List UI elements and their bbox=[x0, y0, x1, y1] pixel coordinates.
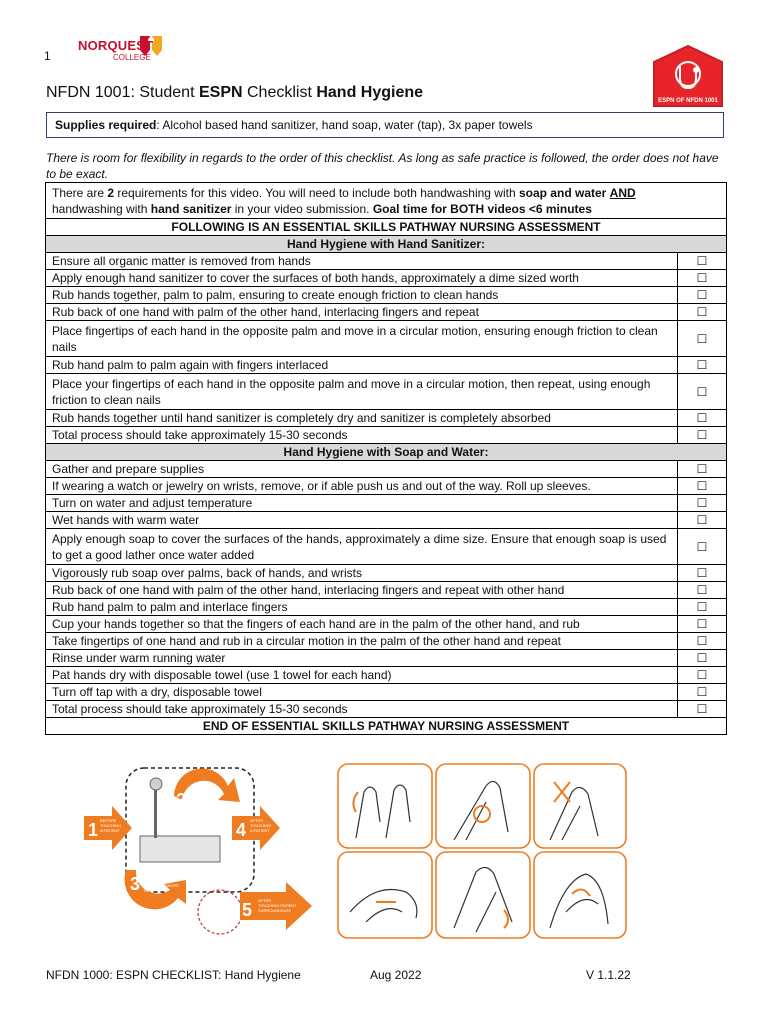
checklist-row bbox=[46, 599, 727, 616]
flexibility-note: There is room for flexibility in regards to the order of this checklist. As long as safe practice is followed, the order does not have to be exact. bbox=[46, 151, 719, 181]
checkbox[interactable]: ☐ bbox=[678, 667, 727, 684]
checklist-row bbox=[46, 667, 727, 684]
checklist-step-text: Rub hand palm to palm and interlace fingers bbox=[46, 599, 678, 616]
checkbox[interactable]: ☐ bbox=[678, 321, 727, 357]
checklist-step-text: Rub back of one hand with palm of the other hand, interlacing fingers and repeat with other hand bbox=[46, 582, 678, 599]
five-moments-diagram bbox=[82, 766, 316, 942]
logo-sub: COLLEGE bbox=[113, 53, 151, 62]
page-title: NFDN 1001: Student ESPN Checklist Hand Hygiene bbox=[46, 84, 424, 101]
checkbox[interactable]: ☐ bbox=[678, 478, 727, 495]
checklist-row bbox=[46, 461, 727, 478]
svg-text:RISK: RISK bbox=[144, 888, 154, 893]
checklist-step-text: Apply enough hand sanitizer to cover the surfaces of both hands, approximately a dime sized worth bbox=[46, 270, 678, 287]
checklist-row bbox=[46, 684, 727, 701]
checklist-row bbox=[46, 357, 727, 374]
checkbox[interactable]: ☐ bbox=[678, 495, 727, 512]
checkbox[interactable]: ☐ bbox=[678, 270, 727, 287]
checkbox[interactable]: ☐ bbox=[678, 701, 727, 718]
checkbox[interactable]: ☐ bbox=[678, 357, 727, 374]
checkbox[interactable]: ☐ bbox=[678, 582, 727, 599]
checkbox[interactable]: ☐ bbox=[678, 374, 727, 410]
checklist-step-text: Turn on water and adjust temperature bbox=[46, 495, 678, 512]
moment-2-number: 2 bbox=[176, 790, 187, 810]
checklist-step-text: Rub hands together until hand sanitizer is completely dry and sanitizer is completely absorbed bbox=[46, 410, 678, 427]
checkbox[interactable]: ☐ bbox=[678, 565, 727, 582]
checklist-row bbox=[46, 321, 727, 357]
step-panel-1 bbox=[338, 764, 432, 848]
checklist-step-text: Take fingertips of one hand and rub in a circular motion in the palm of the other hand and repeat bbox=[46, 633, 678, 650]
intro-cell: There are 2 requirements for this video. You will need to include both handwashing with soap and water AND handwashing with hand sanitizer in your video submission. Goal time for BOTH videos <6 minutes bbox=[46, 183, 727, 219]
checklist-row bbox=[46, 512, 727, 529]
handwashing-steps-illustration bbox=[336, 762, 628, 940]
svg-text:A PATIENT: A PATIENT bbox=[100, 828, 120, 833]
iv-bag-icon bbox=[150, 778, 162, 790]
checklist-row bbox=[46, 529, 727, 565]
footer-left: NFDN 1000: ESPN CHECKLIST: Hand Hygiene bbox=[46, 968, 301, 982]
checkbox[interactable]: ☐ bbox=[678, 410, 727, 427]
checkbox[interactable]: ☐ bbox=[678, 461, 727, 478]
checklist-step-text: Wet hands with warm water bbox=[46, 512, 678, 529]
supplies-label: Supplies required bbox=[55, 118, 157, 132]
page-number: 1 bbox=[44, 49, 51, 63]
checklist-step-text: Total process should take approximately 15-30 seconds bbox=[46, 701, 678, 718]
checkbox[interactable]: ☐ bbox=[678, 529, 727, 565]
footer-date: Aug 2022 bbox=[370, 968, 422, 982]
checklist-row bbox=[46, 616, 727, 633]
intro-row bbox=[46, 183, 727, 219]
checkbox[interactable]: ☐ bbox=[678, 253, 727, 270]
checklist-step-text: Ensure all organic matter is removed from hands bbox=[46, 253, 678, 270]
checklist-step-text: Place fingertips of each hand in the opposite palm and move in a circular motion, ensuring enough friction to clean nails bbox=[46, 321, 678, 357]
checklist-row bbox=[46, 478, 727, 495]
moment-1-number: 1 bbox=[88, 820, 99, 840]
moment-3-number: 3 bbox=[130, 874, 141, 894]
checklist-step-text: Total process should take approximately 15-30 seconds bbox=[46, 427, 678, 444]
svg-text:AFTER: AFTER bbox=[258, 898, 272, 903]
badge-text: ESPN OF NFDN 1001 bbox=[658, 98, 718, 104]
svg-text:A PATIENT: A PATIENT bbox=[250, 828, 270, 833]
checklist-step-text: Rub hands together, palm to palm, ensuring to create enough friction to clean hands bbox=[46, 287, 678, 304]
iv-pole-icon bbox=[154, 784, 157, 838]
checkbox[interactable]: ☐ bbox=[678, 616, 727, 633]
checklist-step-text: Vigorously rub soap over palms, back of hands, and wrists bbox=[46, 565, 678, 582]
svg-text:CLEAN/ASEPTIC: CLEAN/ASEPTIC bbox=[190, 791, 222, 796]
checklist-step-text: If wearing a watch or jewelry on wrists, remove, or if able push us and out of the way. Roll up sleeves. bbox=[46, 478, 678, 495]
checklist-step-text: Rinse under warm running water bbox=[46, 650, 678, 667]
supplies-box bbox=[46, 112, 724, 138]
checklist-row bbox=[46, 701, 727, 718]
logo-name: NORQUEST bbox=[78, 38, 154, 53]
checklist-row bbox=[46, 427, 727, 444]
svg-text:FLUID EXPOSURE: FLUID EXPOSURE bbox=[144, 883, 179, 888]
checklist-row bbox=[46, 270, 727, 287]
checklist-row bbox=[46, 633, 727, 650]
checklist-row bbox=[46, 410, 727, 427]
section-header-start: FOLLOWING IS AN ESSENTIAL SKILLS PATHWAY NURSING ASSESSMENT bbox=[46, 219, 727, 236]
step-panel-4 bbox=[338, 852, 432, 938]
checkbox[interactable]: ☐ bbox=[678, 512, 727, 529]
checklist-row bbox=[46, 374, 727, 410]
checkbox[interactable]: ☐ bbox=[678, 287, 727, 304]
norquest-logo bbox=[78, 22, 170, 68]
checklist-step-text: Gather and prepare supplies bbox=[46, 461, 678, 478]
svg-text:TOUCHING: TOUCHING bbox=[250, 823, 272, 828]
svg-text:BEFORE: BEFORE bbox=[100, 818, 117, 823]
svg-text:TOUCHING PATIENT: TOUCHING PATIENT bbox=[258, 903, 297, 908]
section-header-sanitizer: Hand Hygiene with Hand Sanitizer: bbox=[46, 236, 727, 253]
checkbox[interactable]: ☐ bbox=[678, 650, 727, 667]
moment-5-number: 5 bbox=[242, 900, 253, 920]
section-header-end: END OF ESSENTIAL SKILLS PATHWAY NURSING ASSESSMENT bbox=[46, 718, 727, 735]
checkbox[interactable]: ☐ bbox=[678, 684, 727, 701]
checklist-table bbox=[45, 182, 727, 735]
footer-version: V 1.1.22 bbox=[586, 968, 631, 982]
checkbox[interactable]: ☐ bbox=[678, 633, 727, 650]
checklist-step-text: Cup your hands together so that the fingers of each hand are in the palm of the other hand, and rub bbox=[46, 616, 678, 633]
checklist-step-text: Place your fingertips of each hand in the opposite palm and move in a circular motion, then repeat, using enough friction to clean nails bbox=[46, 374, 678, 410]
checklist-row bbox=[46, 253, 727, 270]
checkbox[interactable]: ☐ bbox=[678, 427, 727, 444]
svg-text:TOUCHING: TOUCHING bbox=[100, 823, 122, 828]
checklist-row bbox=[46, 287, 727, 304]
svg-text:AFTER: AFTER bbox=[250, 818, 264, 823]
svg-text:AFTER BODY: AFTER BODY bbox=[144, 878, 170, 883]
checklist-row bbox=[46, 495, 727, 512]
moment-4-number: 4 bbox=[236, 820, 247, 840]
espn-badge bbox=[650, 44, 726, 110]
checklist-row bbox=[46, 304, 727, 321]
checklist-row bbox=[46, 565, 727, 582]
step-panel-5 bbox=[436, 852, 530, 938]
checklist-row bbox=[46, 650, 727, 667]
section-header-soap: Hand Hygiene with Soap and Water: bbox=[46, 444, 727, 461]
checklist-step-text: Apply enough soap to cover the surfaces of the hands, approximately a dime size. Ensure that enough soap is used to get a good lather once water added bbox=[46, 529, 678, 565]
surroundings-zone bbox=[198, 890, 242, 934]
svg-text:SURROUNDINGS: SURROUNDINGS bbox=[258, 908, 291, 913]
checkbox[interactable]: ☐ bbox=[678, 599, 727, 616]
bed-icon bbox=[140, 836, 220, 862]
checklist-step-text: Rub hand palm to palm again with fingers interlaced bbox=[46, 357, 678, 374]
step-panel-6 bbox=[534, 852, 626, 938]
svg-text:BEFORE: BEFORE bbox=[190, 786, 207, 791]
supplies-text: : Alcohol based hand sanitizer, hand soap, water (tap), 3x paper towels bbox=[156, 118, 533, 132]
checkbox[interactable]: ☐ bbox=[678, 304, 727, 321]
checklist-row bbox=[46, 582, 727, 599]
checklist-step-text: Pat hands dry with disposable towel (use 1 towel for each hand) bbox=[46, 667, 678, 684]
checklist-step-text: Turn off tap with a dry, disposable towel bbox=[46, 684, 678, 701]
checklist-step-text: Rub back of one hand with palm of the other hand, interlacing fingers and repeat bbox=[46, 304, 678, 321]
